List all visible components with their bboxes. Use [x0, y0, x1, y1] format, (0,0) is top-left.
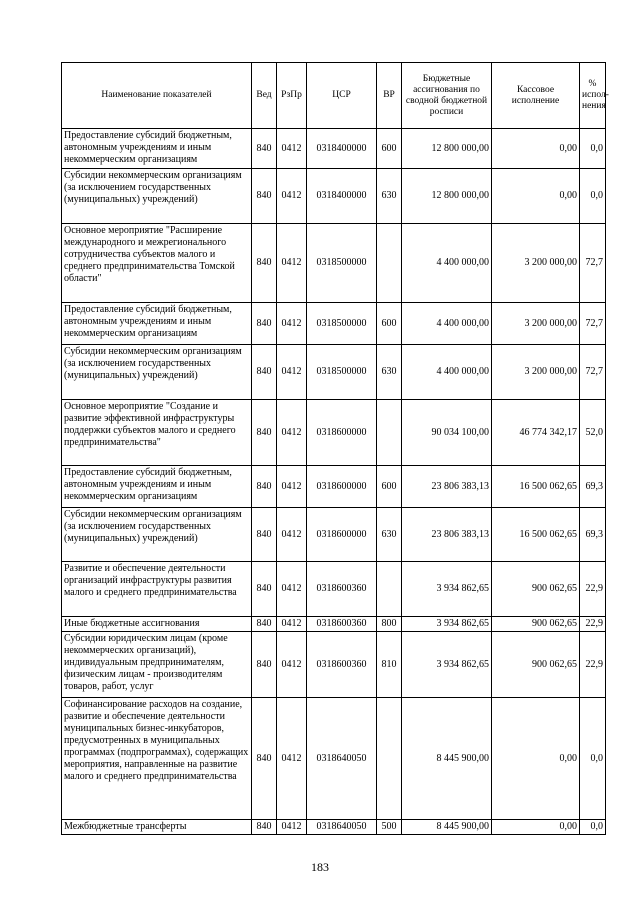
table-row	[62, 466, 606, 508]
row-cash: 46 774 342,17	[492, 400, 580, 466]
header-rzpr: РзПр	[277, 63, 307, 129]
table-row	[62, 617, 606, 632]
row-ved: 840	[252, 303, 277, 345]
row-pct: 22,9	[580, 632, 606, 698]
header-cash: Кассовое исполнение	[492, 63, 580, 129]
row-csr: 0318600000	[307, 508, 377, 562]
row-name: Предоставление субсидий бюджетным, автономным учреждениям и иным некоммерческим организациям	[62, 129, 252, 169]
row-assign: 90 034 100,00	[402, 400, 492, 466]
row-vr: 600	[377, 129, 402, 169]
row-name: Межбюджетные трансферты	[62, 820, 252, 835]
row-vr: 630	[377, 169, 402, 224]
row-vr: 630	[377, 508, 402, 562]
row-rzpr: 0412	[277, 303, 307, 345]
row-cash: 0,00	[492, 169, 580, 224]
row-name: Основное мероприятие "Расширение международного и межрегионального сотрудничества субъектов малого и среднего предпринимательства Томской области"	[62, 224, 252, 303]
row-vr	[377, 400, 402, 466]
row-name: Субсидии некоммерческим организациям (за исключением государственных (муниципальных) учреждений)	[62, 345, 252, 400]
row-name: Софинансирование расходов на создание, развитие и обеспечение деятельности муниципальных бизнес-инкубаторов, предусмотренных в муниципальных программах (подпрограммах), содержащих мероприятия, направленные на развитие малого и среднего предпринимательства	[62, 698, 252, 820]
table-row	[62, 345, 606, 400]
row-name: Предоставление субсидий бюджетным, автономным учреждениям и иным некоммерческим организациям	[62, 466, 252, 508]
row-csr: 0318400000	[307, 129, 377, 169]
row-pct: 0,0	[580, 169, 606, 224]
row-csr: 0318600360	[307, 632, 377, 698]
row-ved: 840	[252, 698, 277, 820]
row-assign: 23 806 383,13	[402, 466, 492, 508]
row-pct: 72,7	[580, 345, 606, 400]
row-name: Развитие и обеспечение деятельности организаций инфраструктуры развития малого и среднего предпринимательства	[62, 562, 252, 617]
row-assign: 3 934 862,65	[402, 632, 492, 698]
header-name: Наименование показателей	[62, 63, 252, 129]
row-rzpr: 0412	[277, 698, 307, 820]
table-row	[62, 508, 606, 562]
row-csr: 0318640050	[307, 820, 377, 835]
table-row	[62, 698, 606, 820]
table-row	[62, 224, 606, 303]
row-pct: 0,0	[580, 820, 606, 835]
row-pct: 0,0	[580, 698, 606, 820]
row-ved: 840	[252, 345, 277, 400]
row-vr: 600	[377, 466, 402, 508]
row-rzpr: 0412	[277, 224, 307, 303]
row-cash: 0,00	[492, 820, 580, 835]
header-assign: Бюджетные ассигнования по сводной бюджетной росписи	[402, 63, 492, 129]
row-name: Основное мероприятие "Создание и развитие эффективной инфраструктуры поддержки субъектов малого и среднего предпринимательства"	[62, 400, 252, 466]
page-number: 183	[311, 860, 329, 874]
row-rzpr: 0412	[277, 617, 307, 632]
header-csr: ЦСР	[307, 63, 377, 129]
row-rzpr: 0412	[277, 632, 307, 698]
row-vr: 800	[377, 617, 402, 632]
row-assign: 8 445 900,00	[402, 820, 492, 835]
row-ved: 840	[252, 400, 277, 466]
row-vr	[377, 698, 402, 820]
row-assign: 4 400 000,00	[402, 345, 492, 400]
row-rzpr: 0412	[277, 169, 307, 224]
row-assign: 3 934 862,65	[402, 562, 492, 617]
row-csr: 0318600360	[307, 562, 377, 617]
row-name: Субсидии некоммерческим организациям (за исключением государственных (муниципальных) учреждений)	[62, 169, 252, 224]
row-cash: 3 200 000,00	[492, 303, 580, 345]
row-name: Предоставление субсидий бюджетным, автономным учреждениям и иным некоммерческим организациям	[62, 303, 252, 345]
row-rzpr: 0412	[277, 400, 307, 466]
table-row	[62, 562, 606, 617]
row-ved: 840	[252, 129, 277, 169]
row-vr: 810	[377, 632, 402, 698]
row-cash: 900 062,65	[492, 617, 580, 632]
row-pct: 22,9	[580, 617, 606, 632]
row-vr	[377, 224, 402, 303]
row-csr: 0318600000	[307, 400, 377, 466]
header-ved: Вед	[252, 63, 277, 129]
row-vr	[377, 562, 402, 617]
row-ved: 840	[252, 169, 277, 224]
row-ved: 840	[252, 632, 277, 698]
row-assign: 23 806 383,13	[402, 508, 492, 562]
row-assign: 4 400 000,00	[402, 303, 492, 345]
row-assign: 4 400 000,00	[402, 224, 492, 303]
row-assign: 3 934 862,65	[402, 617, 492, 632]
table-row	[62, 820, 606, 835]
row-pct: 69,3	[580, 508, 606, 562]
row-csr: 0318400000	[307, 169, 377, 224]
row-pct: 69,3	[580, 466, 606, 508]
table-row	[62, 169, 606, 224]
row-rzpr: 0412	[277, 129, 307, 169]
row-csr: 0318500000	[307, 224, 377, 303]
row-name: Субсидии юридическим лицам (кроме некоммерческих организаций), индивидуальным предпринимателям, физическим лицам - производителям товаров, работ, услуг	[62, 632, 252, 698]
row-vr: 630	[377, 345, 402, 400]
row-pct: 0,0	[580, 129, 606, 169]
row-cash: 900 062,65	[492, 632, 580, 698]
row-csr: 0318500000	[307, 303, 377, 345]
row-vr: 600	[377, 303, 402, 345]
table-row	[62, 303, 606, 345]
table-row	[62, 632, 606, 698]
row-ved: 840	[252, 617, 277, 632]
row-ved: 840	[252, 508, 277, 562]
row-rzpr: 0412	[277, 508, 307, 562]
row-rzpr: 0412	[277, 466, 307, 508]
row-csr: 0318500000	[307, 345, 377, 400]
row-pct: 72,7	[580, 303, 606, 345]
budget-table	[61, 62, 609, 835]
row-ved: 840	[252, 224, 277, 303]
row-rzpr: 0412	[277, 345, 307, 400]
row-rzpr: 0412	[277, 820, 307, 835]
row-assign: 8 445 900,00	[402, 698, 492, 820]
row-ved: 840	[252, 820, 277, 835]
row-cash: 16 500 062,65	[492, 508, 580, 562]
row-ved: 840	[252, 562, 277, 617]
row-name: Субсидии некоммерческим организациям (за исключением государственных (муниципальных) учреждений)	[62, 508, 252, 562]
row-assign: 12 800 000,00	[402, 129, 492, 169]
header-row	[62, 63, 606, 129]
row-csr: 0318640050	[307, 698, 377, 820]
row-pct: 22,9	[580, 562, 606, 617]
row-csr: 0318600360	[307, 617, 377, 632]
row-ved: 840	[252, 466, 277, 508]
row-assign: 12 800 000,00	[402, 169, 492, 224]
row-rzpr: 0412	[277, 562, 307, 617]
table-row	[62, 129, 606, 169]
row-name: Иные бюджетные ассигнования	[62, 617, 252, 632]
row-cash: 16 500 062,65	[492, 466, 580, 508]
row-pct: 72,7	[580, 224, 606, 303]
row-cash: 900 062,65	[492, 562, 580, 617]
row-cash: 0,00	[492, 698, 580, 820]
row-pct: 52,0	[580, 400, 606, 466]
table-row	[62, 400, 606, 466]
row-cash: 3 200 000,00	[492, 345, 580, 400]
row-vr: 500	[377, 820, 402, 835]
header-pct: % испол- нения	[580, 63, 606, 129]
header-vr: ВР	[377, 63, 402, 129]
row-cash: 3 200 000,00	[492, 224, 580, 303]
row-cash: 0,00	[492, 129, 580, 169]
row-csr: 0318600000	[307, 466, 377, 508]
